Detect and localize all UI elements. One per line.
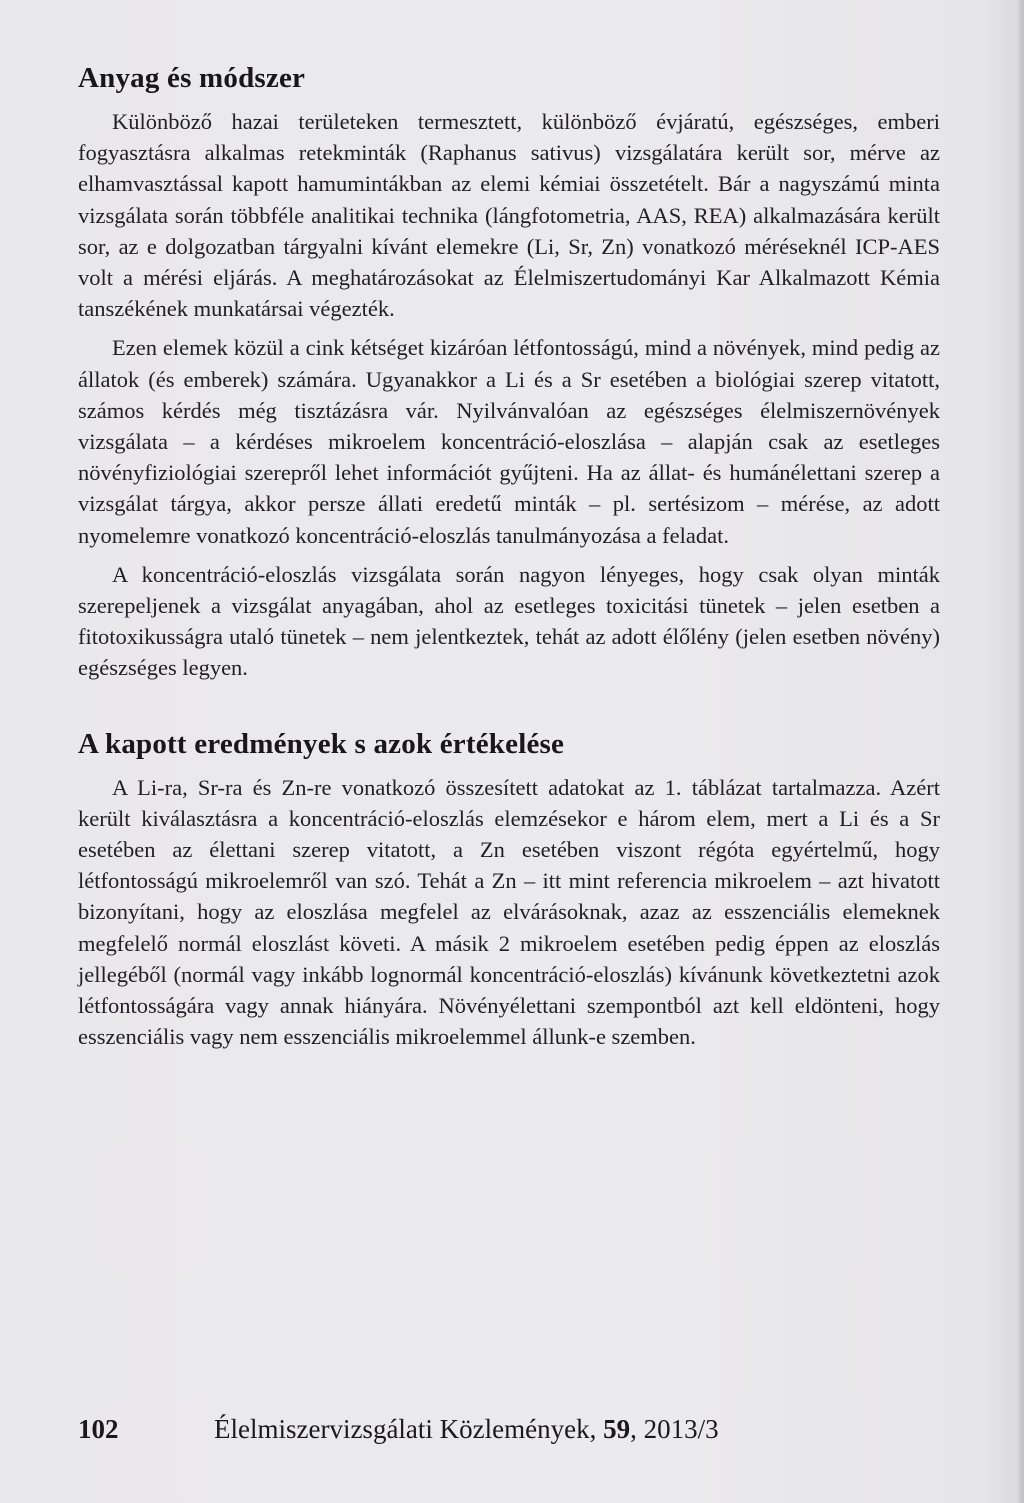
paragraph: Ezen elemek közül a cink kétséget kizáróan létfontosságú, mind a növények, mind pedig az állatok (és emberek) számára. Ugyanakkor a Li és a Sr esetében a biológiai szerep vitatott, számos kérdés még tisztázásra vár. Nyilvánvalóan az egészséges élelmiszernövények vizsgálata – a kérdéses mikroelem koncentráció-eloszlása – alapján csak az esetleges növényfiziológiai szerepről lehet információt gyűjteni. Ha az állat- és humánélettani szerep a vizsgálat tárgya, akkor persze állati eredetű minták – pl. sertésizom – mérése, az adott nyomelemre vonatkozó koncentráció-eloszlás tanulmányozása a feladat. [78, 335, 940, 548]
section-heading-materials-methods: Anyag és módszer [78, 62, 306, 94]
journal-issue: , 2013/3 [630, 1414, 719, 1444]
section-heading-results: A kapott eredmények s azok értékelése [78, 727, 565, 760]
paragraph: Különböző hazai területeken termesztett, különböző évjáratú, egészséges, emberi fogyasztásra alkalmas retekminták (Raphanus sativus) vizsgálatára került sor, mérve az elhamvasztással kapott hamumintákban az elemi kémiai összetételt. Bár a nagyszámú minta vizsgálata során többféle analitikai technika (lángfotometria, AAS, REA) alkalmazására került sor, az e dolgozatban tárgyalni kívánt elemekre (Li, Sr, Zn) vonatkozó méréseknél ICP-AES volt a mérési eljárás. A meghatározásokat az Élelmiszertudományi Kar Alkalmazott Kémia tanszékének munkatársai végezték. [78, 109, 940, 322]
page-edge [1018, 0, 1024, 1503]
paragraph: A Li-ra, Sr-ra és Zn-re vonatkozó összesített adatokat az 1. táblázat tartalmazza. Azért került kiválasztásra a koncentráció-eloszlás elemzésekor e három elem, mert a Li és a Sr esetében az élettani szerep vitatott, a Zn esetében viszont régóta egyértelmű, hogy létfontosságú mikroelemről van szó. Tehát a Zn – itt mint referencia mikroelem – azt hivatott bizonyítani, hogy az eloszlása megfelel az elvárásoknak, azaz az esszenciális elemeknek megfelelő normál eloszlást követi. A másik 2 mikroelem esetében pedig éppen az eloszlás jellegéből (normál vagy inkább lognormál koncentráció-eloszlás) kívánunk következtetni azok létfontosságára vagy annak hiányára. Növényélettani szempontból azt kell eldönteni, hogy esszenciális vagy nem esszenciális mikroelemmel állunk-e szemben. [78, 774, 940, 1050]
page-number: 102 [78, 1414, 119, 1444]
page-content [78, 60, 940, 1060]
paragraph: A koncentráció-eloszlás vizsgálata során nagyon lényeges, hogy csak olyan minták szerepeljenek a vizsgálat anyagában, ahol az esetleges toxicitási tünetek – jelen esetben a fitotoxikusságra utaló tünetek – nem jelentkeztek, tehát az adott élőlény (jelen esetben növény) egészséges legyen. [78, 561, 940, 681]
journal-volume: 59 [603, 1414, 631, 1444]
page-footer [78, 1412, 978, 1446]
journal-title: Élelmiszervizsgálati Közlemények, [214, 1414, 604, 1444]
